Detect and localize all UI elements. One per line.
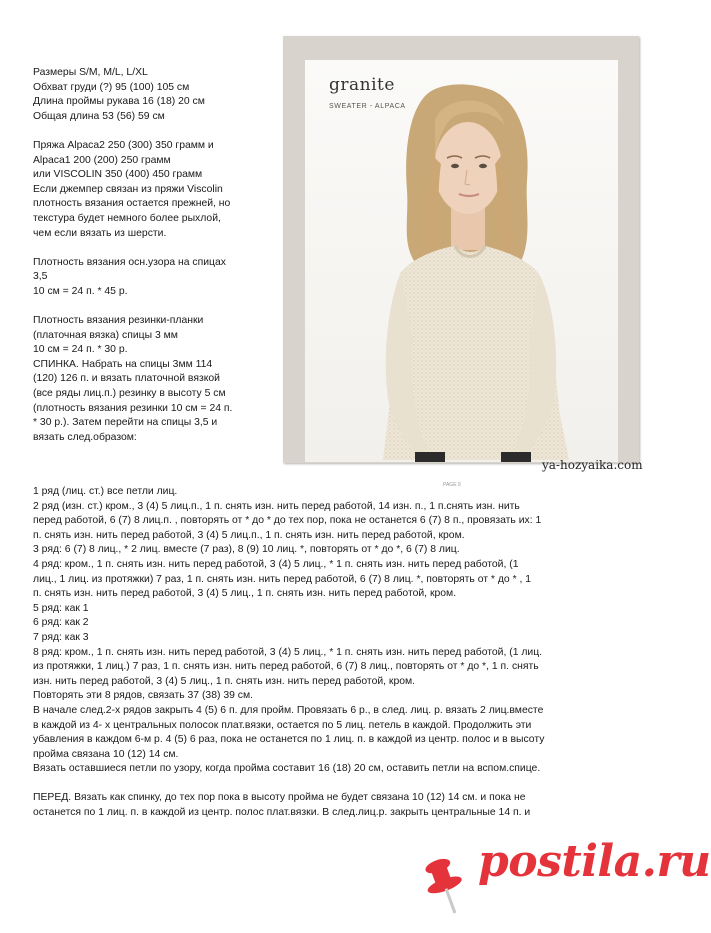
text-line: Общая длина 53 (56) 59 см (33, 110, 165, 122)
text-line: 1 ряд (лиц. ст.) все петли лиц. (33, 486, 178, 497)
text-line: (платочная вязка) спицы 3 мм (33, 329, 178, 341)
text-line: 8 ряд: кром., 1 п. снять изн. нить перед работой, 3 (4) 5 лиц., * 1 п. снять изн. нить перед работой, (1 лиц. (33, 646, 543, 658)
text-line: Alpaca1 200 (200) 250 грамм (33, 154, 171, 166)
text-line: Длина проймы рукава 16 (18) 20 см (33, 96, 205, 108)
text-line: Пряжа Alpaca2 250 (300) 350 грамм и (33, 139, 214, 151)
brand-title: granite (329, 75, 395, 95)
text-line: Размеры S/M, M/L, L/XL (33, 67, 148, 78)
text-line: изн. нить перед работой, 3 (4) 5 лиц., 1 п. снять изн. нить перед работой, кром. (33, 675, 416, 687)
pattern-header-text (33, 66, 278, 445)
text-line: пройма связана 10 (12) 14 см. (33, 748, 179, 760)
text-line: (120) 126 п. и вязать платочной вязкой (33, 373, 220, 385)
model-figure (305, 60, 618, 462)
text-line: из протяжки, 1 лиц.) 7 раз, 1 п. снять изн. нить перед работой, 6 (7) 8 лиц., повторять от * до *, 1 п. снять (33, 661, 539, 673)
text-line: убавления в каждом 6-м р. 4 (5) 6 раз, пока не останется по 1 лиц. п. в каждой из центр. полос и в высоту (33, 734, 545, 746)
text-line: вязать след.образом: (33, 431, 137, 443)
text-line: В начале след.2-х рядов закрыть 4 (5) 6 п. для пройм. Провязать 6 р., в след. лиц. р. вязать 2 лиц.вместе (33, 704, 544, 716)
text-line: п. снять изн. нить перед работой, 3 (4) 5 лиц., 1 п. снять изн. нить перед работой, кром. (33, 588, 457, 600)
text-line: 5 ряд: как 1 (33, 602, 89, 614)
text-line: текстура будет немного более рыхлой, (33, 212, 221, 224)
text-line: 7 ряд: как 3 (33, 631, 89, 643)
text-line: или VISCOLIN 350 (400) 450 грамм (33, 169, 203, 181)
text-line: чем если вязать из шерсти. (33, 227, 167, 239)
brand-subtitle: SWEATER - ALPACA (329, 103, 406, 110)
text-line: ПЕРЕД. Вязать как спинку, до тех пор пока в высоту пройма не будет связана 10 (12) 14 см. и пока не (33, 792, 526, 804)
text-line: (плотность вязания резинки 10 см = 24 п. (33, 402, 233, 414)
text-line: перед работой, 6 (7) 8 лиц.п. , повторять от * до * до тех пор, пока не останется 6 (7) 8 п., провязать их: 1 (33, 515, 542, 527)
text-line: 3,5 (33, 271, 48, 283)
text-line: Обхват груди (?) 95 (100) 105 см (33, 81, 190, 93)
text-line: 10 см = 24 п. * 45 р. (33, 285, 128, 297)
text-line: Плотность вязания резинки-планки (33, 315, 204, 327)
text-line: Повторять эти 8 рядов, связать 37 (38) 39 см. (33, 690, 253, 702)
text-line: плотность вязания остается прежней, но (33, 198, 231, 210)
text-line: Если джемпер связан из пряжи Viscolin (33, 183, 223, 195)
text-line: в каждой из 4- х центральных полосок плат.вязки, остается по 5 лиц. петель в каждой. Продолжить эти (33, 719, 532, 731)
text-line: 3 ряд: 6 (7) 8 лиц., * 2 лиц. вместе (7 раз), 8 (9) 10 лиц. *, повторять от * до *, 6 (7) 8 лиц. (33, 544, 460, 556)
text-line: останется по 1 лиц. п. в каждой из центр. полос плат.вязки. В след.лиц.р. закрыть центральные 14 п. и (33, 807, 531, 819)
text-line: Вязать оставшиеся петли по узору, когда пройма составит 16 (18) 20 см, оставить петли на вспом.спице. (33, 763, 541, 775)
page-number: PAGE 9 (443, 482, 461, 488)
text-line: п. снять изн. нить перед работой, 3 (4) 5 лиц.п., 1 п. снять изн. нить перед работой, кром. (33, 529, 465, 541)
site-watermark: ya-hozyaika.com (542, 458, 643, 472)
text-line: 2 ряд (изн. ст.) кром., 3 (4) 5 лиц.п., 1 п. снять изн. нить перед работой, 14 изн. п., 1 п.снять изн. нить (33, 500, 520, 512)
text-line: * 30 р.). Затем перейти на спицы 3,5 и (33, 417, 218, 429)
text-line: лиц., 1 лиц. из протяжки) 7 раз, 1 п. снять изн. нить перед работой, 6 (7) 8 лиц. *, повторять от * до * , 1 (33, 573, 532, 585)
postila-watermark: postila.ru (478, 836, 711, 887)
text-line: (все ряды лиц.п.) резинку в высоту 5 см (33, 388, 226, 400)
pattern-instructions (33, 485, 633, 821)
text-line: 4 ряд: кром., 1 п. снять изн. нить перед работой, 3 (4) 5 лиц., * 1 п. снять изн. нить перед работой, (1 (33, 558, 519, 570)
text-line: 6 ряд: как 2 (33, 617, 89, 629)
text-line: СПИНКА. Набрать на спицы 3мм 114 (33, 358, 213, 370)
text-line: Плотность вязания осн.узора на спицах (33, 256, 226, 268)
text-line: 10 см = 24 п. * 30 р. (33, 344, 128, 356)
